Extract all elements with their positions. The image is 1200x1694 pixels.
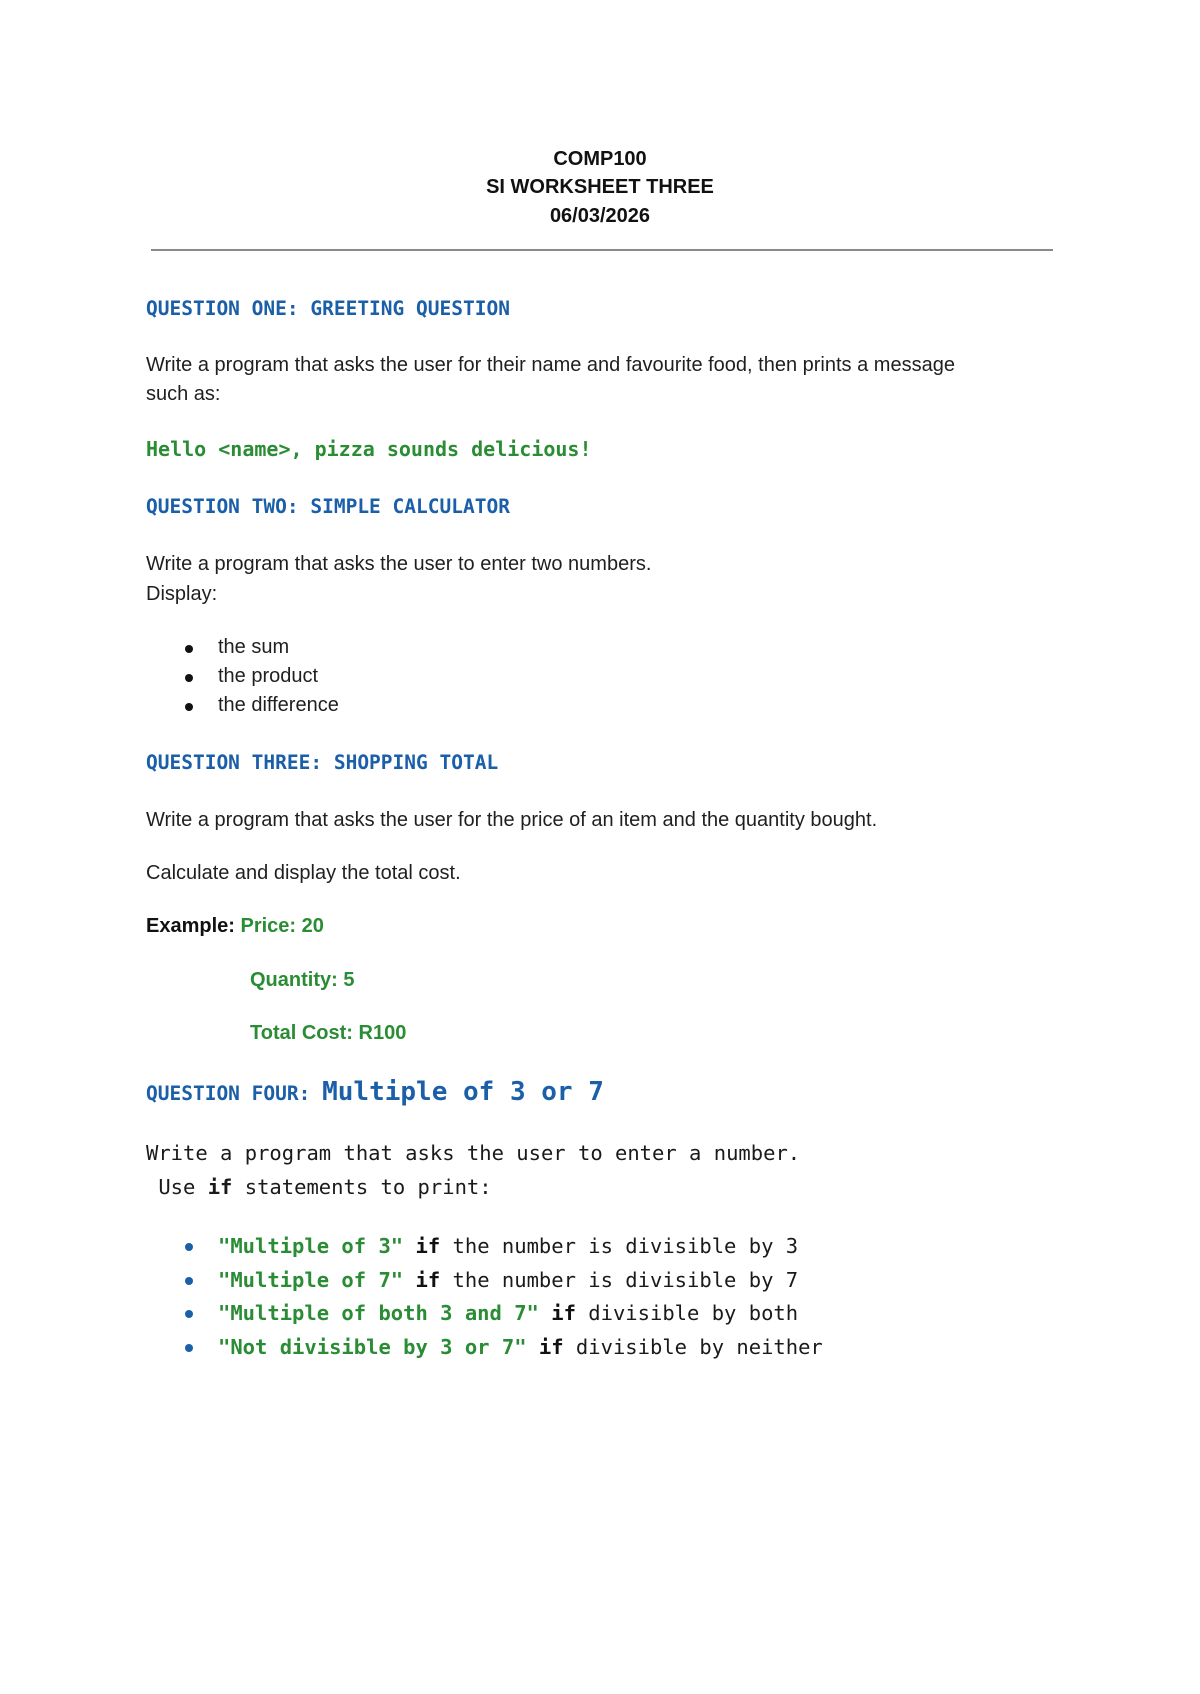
bullet-icon <box>185 674 193 682</box>
if-keyword: if <box>415 1234 441 1258</box>
question-four-bullet-list <box>146 1230 823 1364</box>
question-three-text-line1: Write a program that asks the user for the price of an item and the quantity bought. <box>146 809 878 831</box>
output-string: "Multiple of 7" <box>218 1267 404 1292</box>
example-total-cost: Total Cost: R100 <box>250 1022 407 1044</box>
list-item-text: the product <box>218 665 319 687</box>
worksheet-date: 06/03/2026 <box>549 205 651 227</box>
question-one-text-line2: such as: <box>146 383 221 405</box>
worksheet-title: SI WORKSHEET THREE <box>486 176 714 198</box>
question-two-text-line2: Display: <box>146 583 218 605</box>
list-item <box>146 1230 823 1264</box>
bullet-icon <box>185 645 193 653</box>
if-keyword: if <box>207 1175 233 1199</box>
bullet-icon <box>185 1277 193 1285</box>
text-fragment: statements to print: <box>232 1175 492 1199</box>
list-item <box>146 691 339 720</box>
output-string: "Multiple of both 3 and 7" <box>218 1301 539 1325</box>
condition-text: the number is divisible by 3 <box>440 1234 799 1258</box>
header-divider <box>151 249 1053 251</box>
question-three-heading: QUESTION THREE: SHOPPING TOTAL <box>146 751 499 774</box>
example-quantity: Quantity: 5 <box>250 969 355 991</box>
question-four-heading <box>146 1077 604 1107</box>
list-item <box>146 1297 823 1331</box>
question-four-text-line1: Write a program that asks the user to enter a number. <box>146 1141 801 1165</box>
question-one-heading: QUESTION ONE: GREETING QUESTION <box>146 297 510 320</box>
course-code: COMP100 <box>553 148 647 170</box>
if-keyword: if <box>551 1301 576 1325</box>
output-string: "Not divisible by 3 or 7" <box>218 1334 527 1359</box>
bullet-icon <box>185 1344 193 1352</box>
list-item <box>146 1264 823 1298</box>
question-four-text-line2 <box>146 1175 492 1199</box>
question-one-text-line1: Write a program that asks the user for their name and favourite food, then prints a message <box>146 354 955 376</box>
condition-text: divisible by both <box>575 1301 799 1325</box>
condition-text: divisible by neither <box>563 1334 823 1359</box>
question-two-text-line1: Write a program that asks the user to enter two numbers. <box>146 553 652 575</box>
list-item-text: the sum <box>218 636 290 658</box>
question-three-example <box>146 911 324 941</box>
example-price: Price: 20 <box>240 915 324 937</box>
list-item-text: the difference <box>218 694 339 716</box>
bullet-icon <box>185 1243 193 1251</box>
list-item <box>146 633 339 662</box>
question-two-heading: QUESTION TWO: SIMPLE CALCULATOR <box>146 495 510 518</box>
bullet-icon <box>185 1310 193 1318</box>
question-two-bullet-list <box>146 633 339 720</box>
if-keyword: if <box>415 1267 441 1292</box>
list-item <box>146 662 339 691</box>
question-four-heading-title: Multiple of 3 or 7 <box>322 1077 604 1107</box>
condition-text: the number is divisible by 7 <box>440 1267 799 1292</box>
text-fragment: Use <box>146 1175 208 1199</box>
question-four-heading-prefix: QUESTION FOUR: <box>146 1082 311 1105</box>
bullet-icon <box>185 703 193 711</box>
if-keyword: if <box>538 1334 564 1359</box>
question-three-text-line2: Calculate and display the total cost. <box>146 862 461 884</box>
question-one-example-output: Hello <name>, pizza sounds delicious! <box>146 437 592 461</box>
list-item <box>146 1331 823 1365</box>
output-string: "Multiple of 3" <box>218 1234 404 1258</box>
example-label: Example: <box>146 915 235 937</box>
